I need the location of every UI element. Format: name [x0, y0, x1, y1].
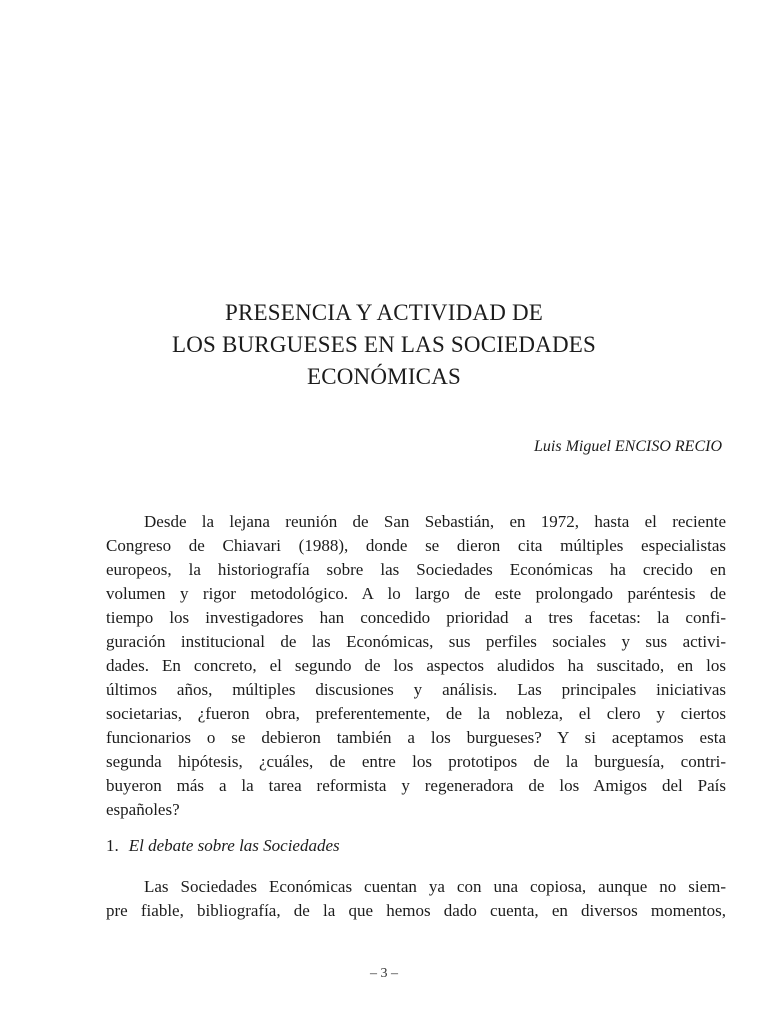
section-title: El debate sobre las Sociedades: [128, 836, 340, 855]
title-line-1: PRESENCIA Y ACTIVIDAD DE: [224, 300, 544, 325]
section-number: 1.: [106, 836, 119, 855]
page-number: – 3 –: [370, 966, 398, 981]
paragraph-line: societarias, ¿fueron obra, preferentemente, de la nobleza, el clero y ciertos: [106, 704, 726, 723]
paragraph-line: tiempo los investigadores han concedido prioridad a tres facetas: la confi-: [106, 608, 726, 627]
paragraph-line: segunda hipótesis, ¿cuáles, de entre los prototipos de la burguesía, contri-: [106, 752, 726, 771]
paragraph-line: dades. En concreto, el segundo de los aspectos aludidos ha suscitado, en los: [106, 656, 726, 675]
paragraph-line: buyeron más a la tarea reformista y regeneradora de los Amigos del País: [106, 776, 726, 795]
paragraph-1: [106, 510, 726, 822]
section-heading: [106, 836, 340, 856]
paragraph-line: últimos años, múltiples discusiones y análisis. Las principales iniciativas: [106, 680, 726, 699]
paragraph-line: funcionarios o se debieron también a los burgueses? Y si aceptamos esta: [106, 728, 726, 747]
paragraph-line: Desde la lejana reunión de San Sebastián, en 1972, hasta el reciente: [144, 512, 726, 531]
paragraph-line: guración institucional de las Económicas, sus perfiles sociales y sus activi-: [106, 632, 726, 651]
paragraph-2: [106, 875, 726, 923]
author-name: Luis Miguel ENCISO RECIO: [534, 438, 722, 455]
document-title: [0, 297, 768, 393]
paragraph-line: volumen y rigor metodológico. A lo largo de este prolongado paréntesis de: [106, 584, 726, 603]
paragraph-line: Las Sociedades Económicas cuentan ya con una copiosa, aunque no siem-: [144, 877, 726, 896]
title-line-3: ECONÓMICAS: [306, 364, 462, 389]
paragraph-line: Congreso de Chiavari (1988), donde se dieron cita múltiples especialistas: [106, 536, 726, 555]
paragraph-line: europeos, la historiografía sobre las Sociedades Económicas ha crecido en: [106, 560, 726, 579]
title-line-2: LOS BURGUESES EN LAS SOCIEDADES: [171, 332, 597, 357]
paragraph-line: españoles?: [106, 800, 180, 819]
paragraph-line: pre fiable, bibliografía, de la que hemos dado cuenta, en diversos momentos,: [106, 901, 726, 920]
